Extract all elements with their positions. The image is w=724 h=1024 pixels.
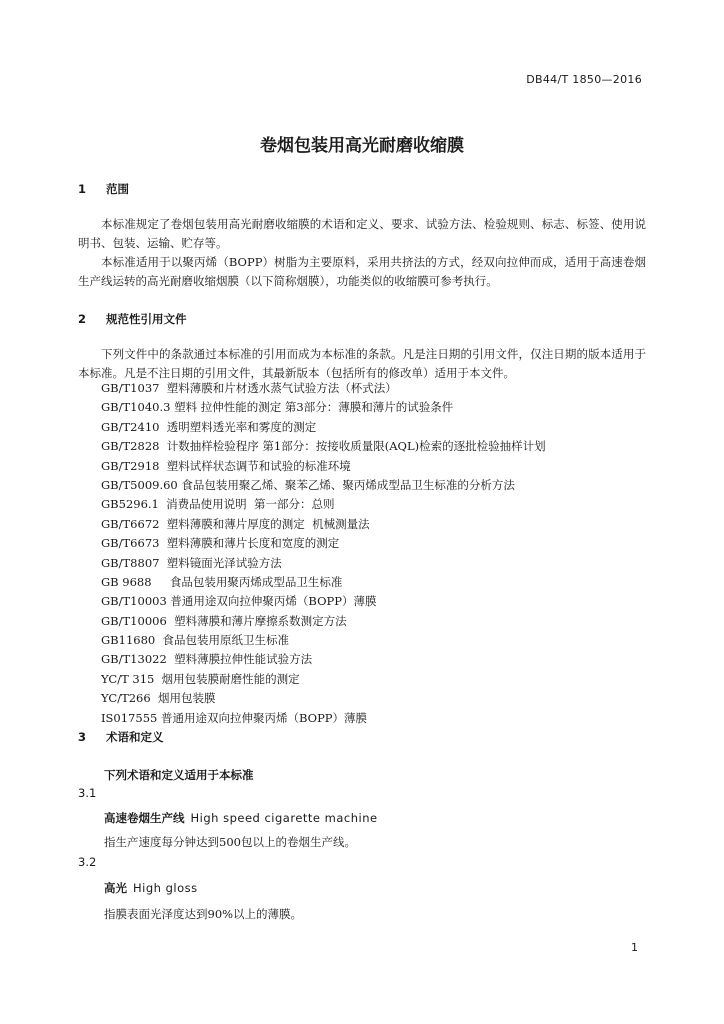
reference-item: GB11680 食品包装用原纸卫生标准 <box>101 633 290 648</box>
term-name-zh: 高速卷烟生产线 <box>104 811 185 825</box>
scope-paragraph-1: 本标准规定了卷烟包装用高光耐磨收缩膜的术语和定义、要求、试验方法、检验规则、标志、标签、使用说明书、包装、运输、贮存等。 <box>78 217 646 250</box>
normative-refs-intro: 下列文件中的条款通过本标准的引用而成为本标准的条款。凡是注日期的引用文件，仅注日期的版本适用于本标准。凡是不注日期的引用文件，其最新版本（包括所有的修改单）适用于本文件。 <box>78 347 646 380</box>
standard-code: DB44/T 1850—2016 <box>526 73 642 86</box>
reference-item: GB/T1037 塑料薄膜和片材透水蒸气试验方法（杯式法） <box>101 381 397 395</box>
reference-item: GB/T5009.60 食品包装用聚乙烯、聚苯乙烯、聚丙烯成型品卫生标准的分析方法 <box>101 477 515 492</box>
term-name-en: High speed cigarette machine <box>190 811 378 825</box>
reference-item: GB/T10003 普通用途双向拉伸聚丙烯（BOPP）薄膜 <box>101 594 377 609</box>
section-number: 2 <box>78 312 87 326</box>
reference-item: IS017555 普通用途双向拉伸聚丙烯（BOPP）薄膜 <box>101 710 368 725</box>
terms-intro: 下列术语和定义适用于本标准 <box>104 768 254 782</box>
term-name <box>104 810 378 826</box>
section-number: 1 <box>78 182 87 196</box>
section-2-heading <box>78 311 187 327</box>
reference-item: YC/T266 烟用包装膜 <box>101 691 216 706</box>
section-title: 范围 <box>106 182 129 196</box>
term-name <box>104 880 198 896</box>
term-definition: 指生产速度每分钟达到500包以上的卷烟生产线。 <box>104 835 356 849</box>
reference-item: GB/T6672 塑料薄膜和薄片厚度的测定 机械测量法 <box>101 516 370 531</box>
section-title: 术语和定义 <box>106 730 164 744</box>
section-title: 规范性引用文件 <box>106 312 187 326</box>
reference-item: GB/T6673 塑料薄膜和薄片长度和宽度的测定 <box>101 536 340 551</box>
reference-item: GB/T10006 塑料薄膜和薄片摩擦系数测定方法 <box>101 613 347 628</box>
term-number: 3.1 <box>78 786 97 800</box>
reference-item: GB/T2410 透明塑料透光率和雾度的测定 <box>101 419 317 434</box>
page-number: 1 <box>631 941 638 954</box>
reference-item: GB/T2918 塑料试样状态调节和试验的标准环境 <box>101 458 351 473</box>
scope-paragraph-2: 本标准适用于以聚丙烯（BOPP）树脂为主要原料，采用共挤法的方式，经双向拉伸而成，适用于高速卷烟生产线运转的高光耐磨收缩烟膜（以下简称烟膜），功能类似的收缩膜可参考执行。 <box>78 255 646 288</box>
term-number: 3.2 <box>78 855 97 869</box>
document-title: 卷烟包装用高光耐磨收缩膜 <box>260 136 464 156</box>
term-name-en: High gloss <box>133 881 198 895</box>
reference-item: GB/T13022 塑料薄膜拉伸性能试验方法 <box>101 652 313 667</box>
reference-item: GB 9688 食品包装用聚丙烯成型品卫生标准 <box>101 574 343 589</box>
reference-list <box>101 379 546 728</box>
reference-item: GB/T1040.3 塑料 拉伸性能的测定 第3部分：薄膜和薄片的试验条件 <box>101 400 454 415</box>
reference-item: GB5296.1 消费品使用说明 第一部分：总则 <box>101 497 335 512</box>
section-number: 3 <box>78 730 87 744</box>
reference-item: GB/T2828 计数抽样检验程序 第1部分：按接收质量限(AQL)检索的逐批检验抽样计划 <box>101 439 546 454</box>
reference-item: GB/T8807 塑料镜面光泽试验方法 <box>101 555 282 570</box>
section-1-heading <box>78 181 129 197</box>
section-3-heading <box>78 729 164 745</box>
term-name-zh: 高光 <box>104 881 127 895</box>
reference-item: YC/T 315 烟用包装膜耐磨性能的测定 <box>101 671 300 686</box>
term-definition: 指膜表面光泽度达到90%以上的薄膜。 <box>104 907 303 921</box>
